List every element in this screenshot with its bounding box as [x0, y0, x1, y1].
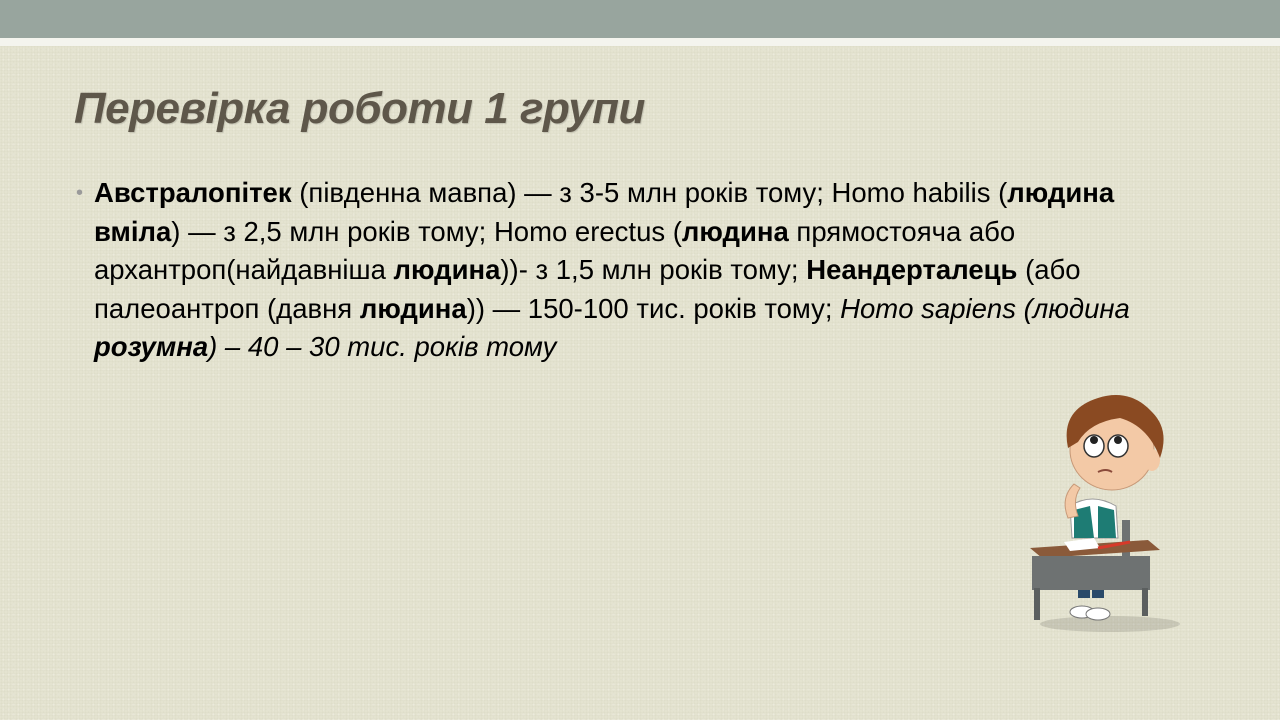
text-run: людина: [359, 292, 467, 324]
top-header-band: [0, 0, 1280, 38]
slide-content: [76, 174, 1206, 367]
text-run: (або палеоантроп (давня: [94, 254, 1081, 324]
text-run: людина: [393, 254, 501, 285]
bullet-paragraph: [94, 174, 1206, 367]
text-run: ) — з 2,5 млн років тому; Homo erectus (: [171, 215, 682, 247]
text-run: Неандерталець: [806, 254, 1018, 285]
text-run: розумна: [94, 331, 209, 362]
text-run: прямостояча або архантроп(найдавніша: [94, 215, 1016, 285]
slide-title: Перевірка роботи 1 групи: [74, 84, 645, 133]
text-run: )) — 150-100 тис. років тому;: [466, 292, 841, 324]
text-run: ))- з 1,5 млн років тому;: [500, 254, 807, 285]
text-run: ) – 40 – 30 тис. років тому: [208, 331, 557, 362]
text-run: (південна мавпа) — з 3-5 млн років тому; Homo habilis (: [291, 177, 1008, 208]
text-run: людина: [681, 215, 789, 247]
text-run: Homo sapiens (людина: [840, 292, 1130, 324]
bullet-dot-icon: •: [76, 182, 84, 204]
text-run: людина вміла: [94, 177, 1115, 247]
text-run: Австралопітек: [94, 177, 292, 208]
top-divider: [0, 38, 1280, 46]
thinking-schoolboy-at-desk-icon: [1020, 388, 1195, 638]
